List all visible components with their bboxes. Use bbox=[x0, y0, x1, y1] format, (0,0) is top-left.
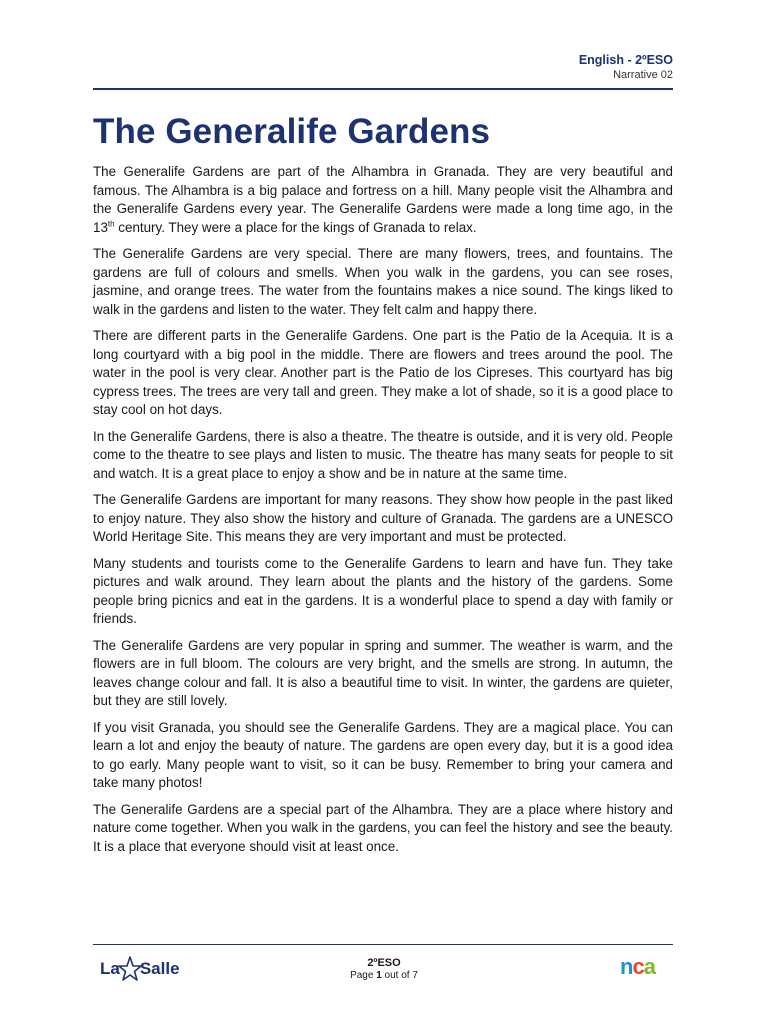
paragraph-8: If you visit Granada, you should see the Generalife Gardens. They are a magical place. You can learn a lot and enjoy the beauty of nature. The gardens are open every day, but it is a good idea to go early. Many people want to visit, so it can be busy. Remember to bring your camera and take many photos! bbox=[93, 719, 673, 790]
nca-logo bbox=[620, 952, 662, 982]
footer-course: 2ºESO bbox=[367, 957, 401, 969]
paragraph-4: In the Generalife Gardens, there is also a theatre. The theatre is outside, and it is very old. People come to the theatre to see plays and listen to music. The theatre has many seats for people to sit and watch. It is a great place to enjoy a show and be in nature at the same time. bbox=[93, 428, 673, 481]
paragraph-2: The Generalife Gardens are very special. There are many flowers, trees, and fountains. The gardens are full of colours and smells. When you walk in the gardens, you can see roses, jasmine, and orange trees. The water from the fountains makes a nice sound. The kings liked to walk in the gardens and listen to the water. They felt calm and happy there. bbox=[93, 246, 673, 317]
ordinal-suffix: th bbox=[107, 219, 115, 229]
nca-logo-letter-a: a bbox=[643, 954, 655, 979]
header-subject: English - 2ºESO bbox=[578, 53, 673, 67]
paragraph-3: There are different parts in the Generalife Gardens. One part is the Patio de la Acequia. It is a long courtyard with a big pool in the middle. There are flowers and trees around the pool. The water in the pool is very clear. Another part is the Patio de los Cipreses. This courtyard has big cypress trees. The trees are very tall and green. They make a lot of shade, so it is a good place to stay cool on hot days. bbox=[93, 328, 673, 417]
page-header bbox=[93, 52, 673, 90]
logo-left-text-a: La bbox=[100, 959, 120, 978]
logo-left-text-b: Salle bbox=[139, 959, 180, 978]
footer-divider bbox=[93, 944, 673, 945]
page-current: 1 bbox=[376, 970, 382, 981]
header-divider bbox=[93, 88, 673, 90]
paragraph-6: Many students and tourists come to the Generalife Gardens to learn and have fun. They take pictures and walk around. They learn about the plants and the history of the gardens. Some people bring picnics and eat in the gardens. It is a wonderful place to spend a day with family or friends. bbox=[93, 555, 673, 626]
paragraph-1-text-b: century. They were a place for the kings of Granada to relax. bbox=[114, 219, 477, 235]
document-body bbox=[93, 163, 673, 864]
paragraph-5: The Generalife Gardens are important for many reasons. They show how people in the past liked to enjoy nature. They also show the history and culture of Granada. The gardens are a UNESCO World Heritage Site. This means they are very important and must be protected. bbox=[93, 492, 673, 544]
page-prefix: Page bbox=[350, 970, 377, 981]
header-document-code: Narrative 02 bbox=[613, 69, 673, 81]
paragraph-7: The Generalife Gardens are very popular in spring and summer. The weather is warm, and the flowers are in full bloom. The colours are very bright, and the smells are strong. In autumn, the leaves change colour and fall. It is also a beautiful time to visit. In winter, the gardens are quieter, but they are still lovely. bbox=[93, 637, 673, 708]
paragraph-1 bbox=[93, 163, 673, 237]
nca-logo-text bbox=[620, 952, 662, 982]
paragraph-9: The Generalife Gardens are a special part of the Alhambra. They are a place where history and nature come together. When you walk in the gardens, you can feel the history and see the beauty. It is a place that everyone should visit at least once. bbox=[93, 801, 673, 854]
page-suffix: out of 7 bbox=[381, 970, 418, 981]
paragraph-1-text-a: The Generalife Gardens are part of the Alhambra in Granada. They are very beautiful and famous. The Alhambra is a big palace and fortress on a hill. Many people visit the Alhambra and the Generalife Gardens every year. The Generalife Gardens were made a long time ago, in the 13 bbox=[93, 164, 673, 235]
nca-logo-letter-c: c bbox=[632, 954, 644, 979]
document-title: The Generalife Gardens bbox=[93, 112, 491, 151]
nca-logo-letter-n: n bbox=[620, 954, 633, 979]
